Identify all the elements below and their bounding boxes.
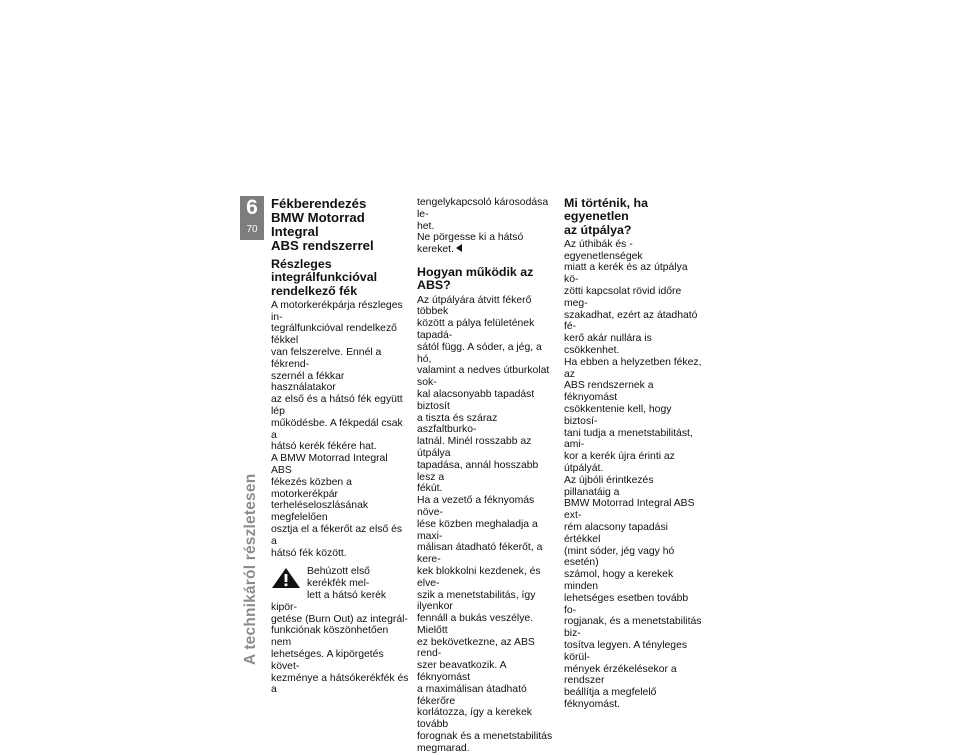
text-line: tani tudja a menetstabilitást, ami- bbox=[564, 427, 693, 451]
text-line: van felszerelve. Ennél a fékrend- bbox=[271, 347, 382, 370]
text-line: szakadhat, ezért az átadható fé- bbox=[564, 309, 698, 333]
paragraph bbox=[417, 197, 555, 232]
text-line: Behúzott első kerékfék mel- bbox=[307, 566, 370, 590]
paragraph bbox=[271, 453, 409, 559]
column-2 bbox=[417, 197, 555, 755]
subsection-heading bbox=[564, 197, 702, 237]
text-line: rogjanak, és a menetstabilitás biz- bbox=[564, 616, 702, 640]
text-line: között a pálya felületének tapadá- bbox=[417, 318, 535, 341]
side-chapter-title-text: A technikáról részletesen bbox=[242, 473, 259, 665]
text-line: működésbe. A fékpedál csak a bbox=[271, 417, 403, 441]
text-line: latnál. Minél rosszabb az útpálya bbox=[417, 436, 532, 459]
text-line: tengelykapcsoló károsodása le- bbox=[417, 197, 549, 220]
text-line: a tiszta és száraz aszfaltburko- bbox=[417, 412, 498, 436]
text-line: fennáll a bukás veszélye. Mielőtt bbox=[417, 613, 534, 636]
text-line: ABS rendszernek a féknyomást bbox=[564, 380, 654, 404]
heading-line: Fékberendezés bbox=[271, 196, 367, 211]
chapter-number: 6 bbox=[246, 196, 258, 219]
text-line: forognak és a menetstabilitás bbox=[417, 731, 553, 743]
text-line: terheléseloszlásának megfelelően bbox=[271, 500, 369, 524]
text-line: (mint sóder, jég vagy hó esetén) bbox=[564, 545, 675, 569]
heading-line: BMW Motorrad Integral bbox=[271, 210, 365, 239]
subheading-line: integrálfunkcióval bbox=[271, 270, 378, 285]
paragraph bbox=[271, 300, 409, 453]
text-line: megmarad. bbox=[417, 742, 470, 754]
subheading-line: rendelkező fék bbox=[271, 283, 358, 298]
subheading-line: Részleges bbox=[271, 257, 332, 271]
text-line: Az útpályára átvitt fékerő többek bbox=[417, 294, 532, 318]
text-line: tapadása, annál hosszabb lesz a bbox=[417, 459, 539, 483]
text-line: BMW Motorrad Integral ABS ext- bbox=[564, 498, 695, 522]
text-line: kek blokkolni kezdenek, és elve- bbox=[417, 565, 541, 589]
text-line: sától függ. A sóder, a jég, a hó, bbox=[417, 341, 542, 365]
text-line: rém alacsony tapadási értékkel bbox=[564, 522, 668, 545]
text-line: Ha a vezető a féknyomás növe- bbox=[417, 495, 535, 518]
text-line: szer beavatkozik. A féknyomást bbox=[417, 660, 506, 684]
text-line: fékezés közben a motorkerékpár bbox=[271, 476, 352, 500]
subsection-heading: Hogyan működik az ABS? bbox=[417, 264, 534, 293]
text-line: miatt a kerék és az útpálya kö- bbox=[564, 262, 688, 286]
paragraph bbox=[417, 232, 555, 256]
text-line: kor a kerék újra érinti az útpályát. bbox=[564, 451, 675, 475]
text-line: zötti kapcsolat rövid időre meg- bbox=[564, 286, 682, 309]
text-line: getése (Burn Out) az integrál- bbox=[271, 613, 408, 625]
text-line: het. bbox=[417, 220, 435, 232]
paragraph bbox=[417, 295, 555, 496]
heading-line: az útpálya? bbox=[564, 222, 632, 237]
column-3 bbox=[564, 197, 702, 711]
text-line: lehetséges. A kipörgetés követ- bbox=[271, 649, 384, 672]
heading-line: Mi történik, ha egyenetlen bbox=[564, 196, 648, 224]
subsection-heading bbox=[271, 258, 409, 298]
column-1 bbox=[271, 197, 409, 696]
text-line: funkciónak köszönhetően nem bbox=[271, 625, 389, 649]
text-line: tegrálfunkcióval rendelkező fékkel bbox=[271, 323, 397, 347]
text-line: kezménye a hátsókerékfék és a bbox=[271, 672, 409, 696]
text-line: kal alacsonyabb tapadást biztosít bbox=[417, 388, 535, 412]
text-line: korlátozza, így a kerekek tovább bbox=[417, 707, 532, 731]
warning-triangle-icon bbox=[271, 567, 301, 589]
text-line: lése közben meghaladja a maxi- bbox=[417, 518, 538, 542]
text-line: szik a menetstabilitás, így ilyenkor bbox=[417, 589, 536, 613]
text-line: beállítja a megfelelő féknyomást. bbox=[564, 687, 657, 710]
text-line: kerő akár nullára is csökkenhet. bbox=[564, 333, 652, 357]
paragraph bbox=[564, 357, 702, 711]
text-line: málisan átadható fékerőt, a kere- bbox=[417, 542, 543, 566]
text-line: A motorkerékpárja részleges in- bbox=[271, 299, 403, 323]
paragraph bbox=[417, 495, 555, 755]
end-of-section-icon bbox=[456, 244, 462, 252]
text-line: számol, hogy a kerekek minden bbox=[564, 569, 674, 592]
text-line: hátsó kerék fékére hat. bbox=[271, 441, 377, 453]
text-line: mények érzékelésekor a rendszer bbox=[564, 663, 677, 687]
warning-note bbox=[271, 566, 409, 696]
text-line: tosítva legyen. A tényleges körül- bbox=[564, 639, 688, 663]
text-line: lehetséges esetben tovább fo- bbox=[564, 592, 689, 616]
text-line: Ne pörgesse ki a hátsó kereket. bbox=[417, 232, 524, 256]
text-line: fékút. bbox=[417, 483, 443, 495]
text-line: Az úthibák és -egyenetlenségek bbox=[564, 238, 643, 262]
text-line: csökkentenie kell, hogy biztosí- bbox=[564, 404, 672, 427]
text-line: az első és a hátsó fék együtt lép bbox=[271, 394, 403, 418]
text-line: szernél a fékkar használatakor bbox=[271, 370, 345, 394]
text-line: A BMW Motorrad Integral ABS bbox=[271, 453, 388, 477]
paragraph bbox=[564, 239, 702, 357]
text-line: a maximálisan átadható fékerőre bbox=[417, 683, 527, 707]
text-line: Ha ebben a helyzetben fékez, az bbox=[564, 356, 702, 380]
text-line: ez bekövetkezne, az ABS rend- bbox=[417, 636, 535, 660]
page-number: 70 bbox=[246, 224, 258, 235]
heading-line: ABS rendszerrel bbox=[271, 238, 374, 253]
text-line: Az újbóli érintkezés pillanatáig a bbox=[564, 474, 654, 498]
side-chapter-title bbox=[240, 465, 262, 665]
text-line: valamint a nedves útburkolat sok- bbox=[417, 365, 550, 389]
chapter-tab bbox=[240, 196, 264, 240]
section-heading bbox=[271, 197, 409, 253]
text-line: lett a hátsó kerék kipör- bbox=[271, 590, 387, 613]
text-line: osztja el a fékerőt az első és a bbox=[271, 524, 403, 547]
text-line: hátsó fék között. bbox=[271, 547, 347, 559]
